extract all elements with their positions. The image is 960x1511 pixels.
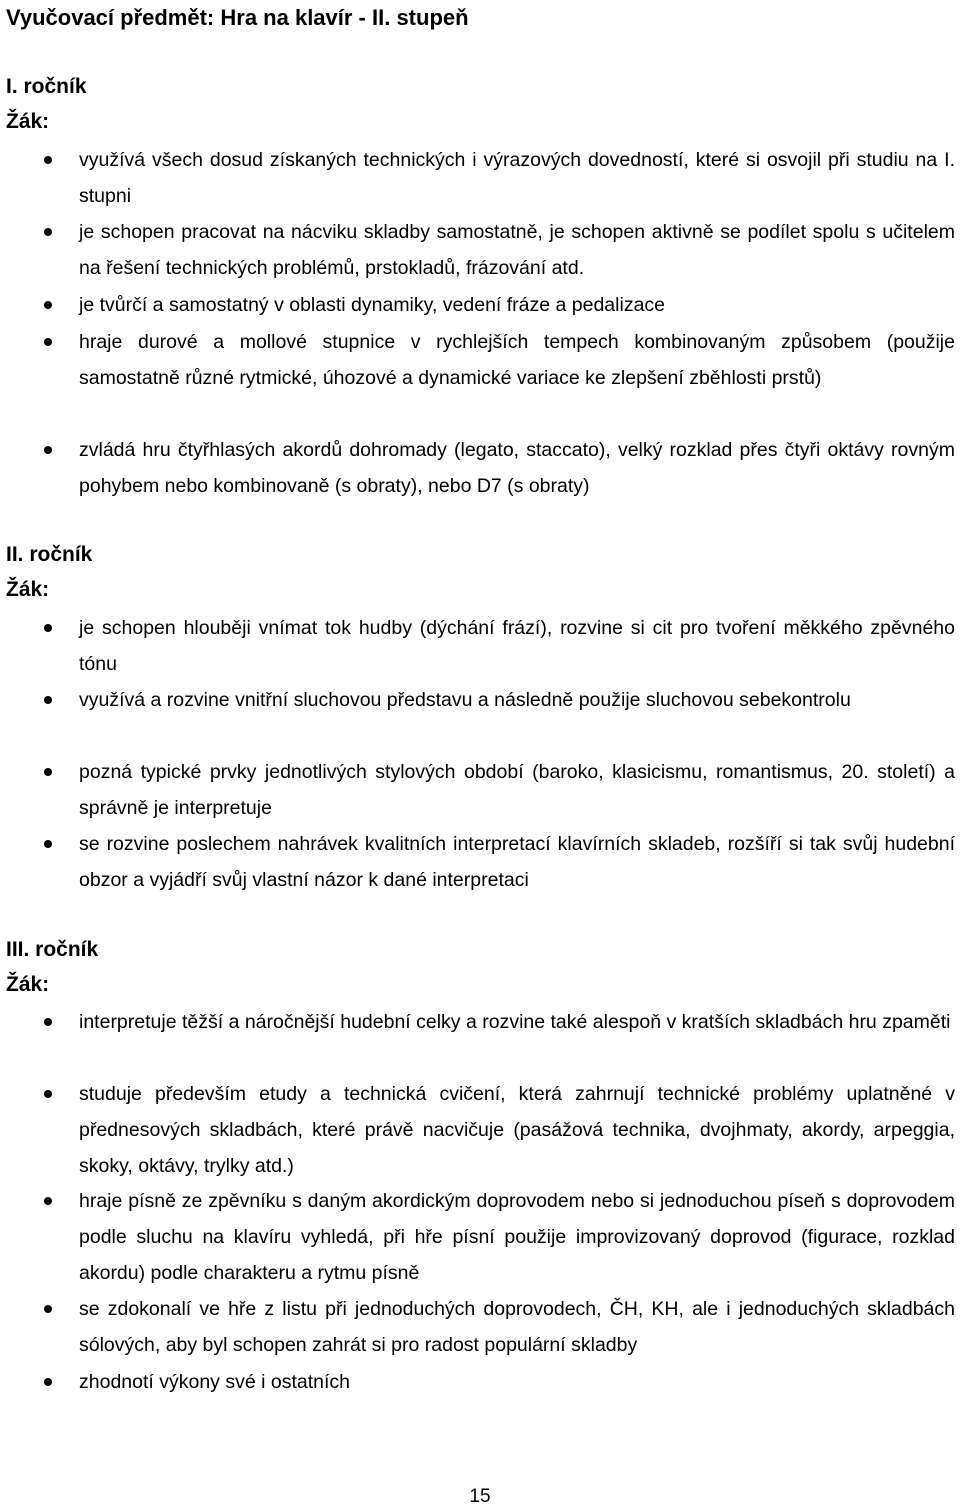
bullet-icon	[44, 338, 52, 346]
student-label: Žák:	[6, 973, 50, 996]
list-item-text: hraje písně ze zpěvníku s daným akordickým doprovodem nebo si jednoduchou píseň s doprovodem podle sluchu na klavíru vyhledá, při hře písní použije improvizovaný doprovod (figurace, rozklad akordu) podle charakteru a rytmu písně	[79, 1190, 955, 1284]
bullet-icon	[44, 624, 52, 632]
list-item-text: studuje především etudy a technická cvičení, která zahrnují technické problémy uplatněné v přednesových skladbách, které právě nacvičuje (pasážová technika, dvojhmaty, akordy, arpeggia, skoky, oktávy, trylky atd.)	[79, 1083, 955, 1177]
bullet-icon	[44, 840, 52, 848]
bullet-icon	[44, 1197, 52, 1205]
section-heading-year-3: III. ročník	[6, 938, 99, 961]
student-label: Žák:	[6, 110, 50, 133]
list-item-text: je schopen hlouběji vnímat tok hudby (dýchání frází), rozvine si cit pro tvoření měkkého zpěvného tónu	[79, 617, 955, 675]
bullet-icon	[44, 228, 52, 236]
list-item-text: pozná typické prvky jednotlivých stylových období (baroko, klasicismu, romantismus, 20. století) a správně je interpretuje	[79, 761, 955, 819]
bullet-icon	[44, 301, 52, 309]
bullet-icon	[44, 446, 52, 454]
student-label: Žák:	[6, 578, 50, 601]
bullet-icon	[44, 156, 52, 164]
list-item-text: využívá všech dosud získaných technických i výrazových dovedností, které si osvojil při studiu na I. stupni	[79, 149, 955, 207]
list-item-text: zhodnotí výkony své i ostatních	[79, 1371, 350, 1393]
list-item-text: využívá a rozvine vnitřní sluchovou představu a následně použije sluchovou sebekontrolu	[79, 689, 851, 711]
bullet-icon	[44, 1378, 52, 1386]
section-heading-year-1: I. ročník	[6, 75, 87, 98]
bullet-icon	[44, 1305, 52, 1313]
list-item-text: hraje durové a mollové stupnice v rychlejších tempech kombinovaným způsobem (použije samostatně různé rytmické, úhozové a dynamické variace ke zlepšení zběhlosti prstů)	[79, 331, 955, 389]
bullet-icon	[44, 1090, 52, 1098]
bullet-icon	[44, 768, 52, 776]
list-item-text: je tvůrčí a samostatný v oblasti dynamiky, vedení fráze a pedalizace	[79, 294, 666, 316]
list-item-text: se zdokonalí ve hře z listu při jednoduchých doprovodech, ČH, KH, ale i jednoduchých skladbách sólových, aby byl schopen zahrát si pro radost populární skladby	[79, 1298, 955, 1356]
list-item-text: se rozvine poslechem nahrávek kvalitních interpretací klavírních skladeb, rozšíří si tak svůj hudební obzor a vyjádří svůj vlastní názor k dané interpretaci	[79, 833, 955, 891]
list-item-text: zvládá hru čtyřhlasých akordů dohromady (legato, staccato), velký rozklad přes čtyři oktávy rovným pohybem nebo kombinovaně (s obraty), nebo D7 (s obraty)	[79, 439, 955, 497]
list-item-text: je schopen pracovat na nácviku skladby samostatně, je schopen aktivně se podílet spolu s učitelem na řešení technických problémů, prstokladů, frázování atd.	[79, 221, 955, 279]
bullet-icon	[44, 696, 52, 704]
document-title: Vyučovací předmět: Hra na klavír - II. stupeň	[6, 5, 469, 30]
list-item-text: interpretuje těžší a náročnější hudební celky a rozvine také alespoň v kratších skladbách hru zpaměti	[79, 1011, 951, 1033]
bullet-icon	[44, 1018, 52, 1026]
section-heading-year-2: II. ročník	[6, 543, 93, 566]
page-number: 15	[469, 1486, 491, 1507]
